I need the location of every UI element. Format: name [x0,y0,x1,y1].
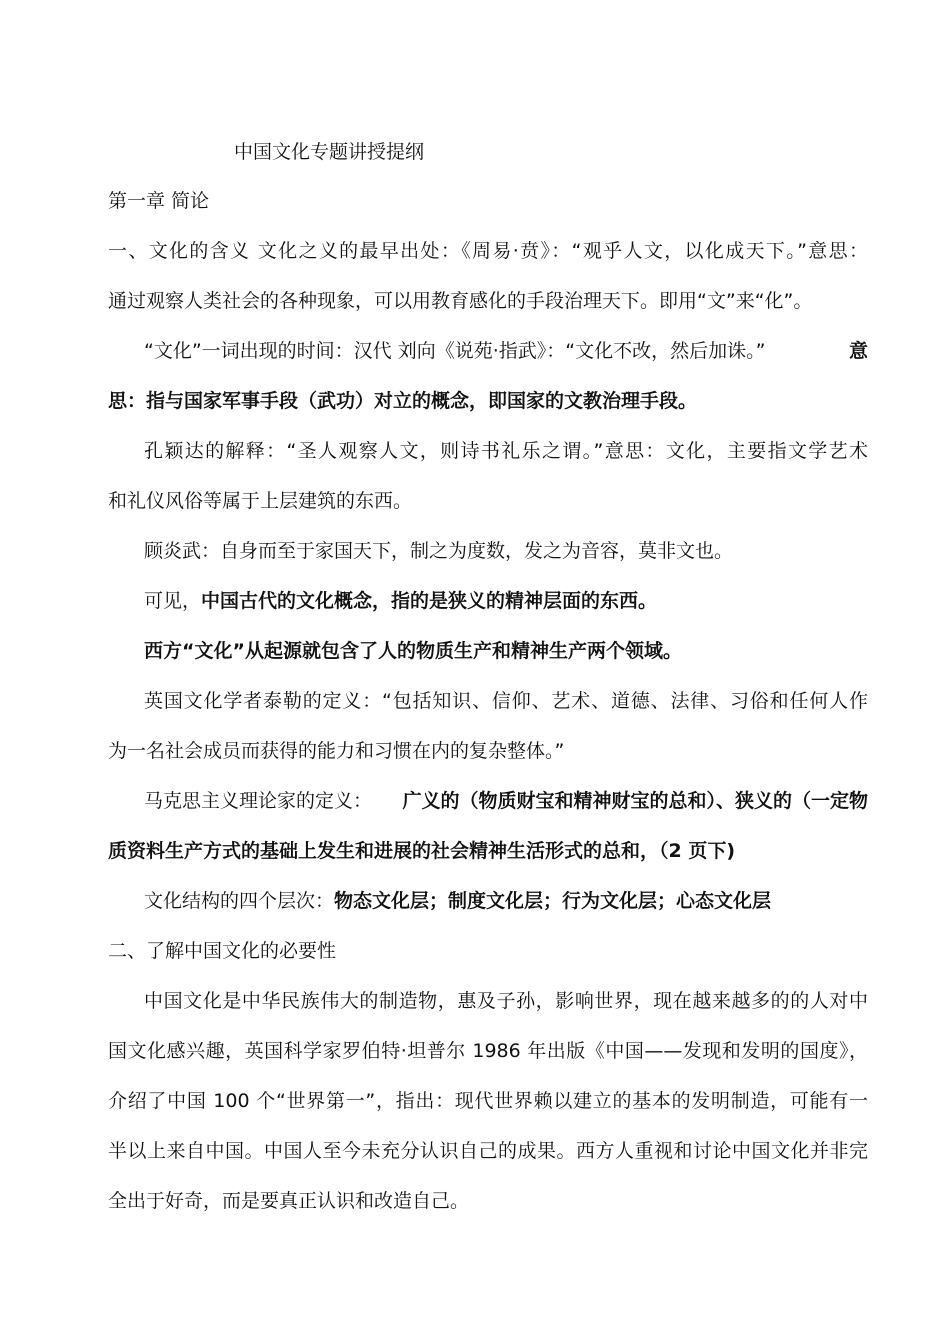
section-1-line-2: 通过观察人类社会的各种现象，可以用教育感化的手段治理天下。即用“文”来“化”。 [108,290,813,312]
paragraph-wenhua-line-2 [108,386,868,416]
structure-layers-bold: 物态文化层；制度文化层；行为文化层；心态文化层 [334,890,772,912]
section-2-heading: 二、了解中国文化的必要性 [108,940,337,962]
paragraph-gu: 顾炎武：自身而至于家国天下，制之为度数，发之为音容，莫非文也。 [144,540,734,562]
chapter-heading: 第一章 简论 [108,190,210,212]
paragraph-wenhua-line-1 [144,336,868,366]
section-1-heading: 一、文化的含义 文化之义的最早出处：《周易·贲》：“观乎人文，以化成天下。”意思： [108,240,868,262]
wenhua-origin-text: “文化”一词出现的时间：汉代 刘向《说苑·指武》：“文化不改，然后加诛。” [144,340,766,362]
paragraph-china-line-1: 中国文化是中华民族伟大的制造物，惠及子孙，影响世界，现在越来越多的的人对中 [144,990,868,1012]
paragraph-kong-line-2: 和礼仪风俗等属于上层建筑的东西。 [108,490,413,512]
paragraph-kong-line-1: 孔颖达的解释：“圣人观察人文，则诗书礼乐之谓。”意思：文化，主要指文学艺术 [144,440,868,462]
paragraph-kejian [144,586,868,616]
wenhua-meaning-start: 意 [848,340,868,362]
paragraph-china-line-2: 国文化感兴趣，英国科学家罗伯特·坦普尔 1986 年出版《中国——发现和发明的国度》， [108,1040,868,1062]
paragraph-structure [144,886,868,916]
marxist-prefix: 马克思主义理论家的定义： [144,790,373,812]
paragraph-tylor-line-2: 为一名社会成员而获得的能力和习惯在内的复杂整体。” [108,740,565,762]
paragraph-china-line-5: 全出于好奇，而是要真正认识和改造自己。 [108,1190,470,1212]
paragraph-xifang [144,636,868,666]
paragraph-china-line-4: 半以上来自中国。中国人至今未充分认识自己的成果。西方人重视和讨论中国文化并非完 [108,1140,868,1162]
kejian-prefix: 可见， [144,590,202,612]
paragraph-marxist-line-1 [144,786,868,816]
paragraph-marxist-line-2 [108,836,868,866]
wenhua-meaning-bold: 思：指与国家军事手段（武功）对立的概念，即国家的文教治理手段。 [108,390,698,412]
marxist-bold-1: 广义的（物质财宝和精神财宝的总和）、狭义的（一定物 [402,790,868,812]
document-title: 中国文化专题讲授提纲 [234,141,425,163]
marxist-bold-2: 质资料生产方式的基础上发生和进展的社会精神生活形式的总和，（2 页下) [108,840,736,862]
xifang-bold: 西方“文化”从起源就包含了人的物质生产和精神生产两个领域。 [144,640,682,662]
structure-prefix: 文化结构的四个层次： [144,890,335,912]
kejian-bold: 中国古代的文化概念，指的是狭义的精神层面的东西。 [201,590,658,612]
paragraph-china-line-3: 介绍了中国 100 个“世界第一”，指出：现代世界赖以建立的基本的发明制造，可能有一 [108,1090,868,1112]
paragraph-tylor-line-1: 英国文化学者泰勒的定义：“包括知识、信仰、艺术、道德、法律、习俗和任何人作 [144,690,868,712]
